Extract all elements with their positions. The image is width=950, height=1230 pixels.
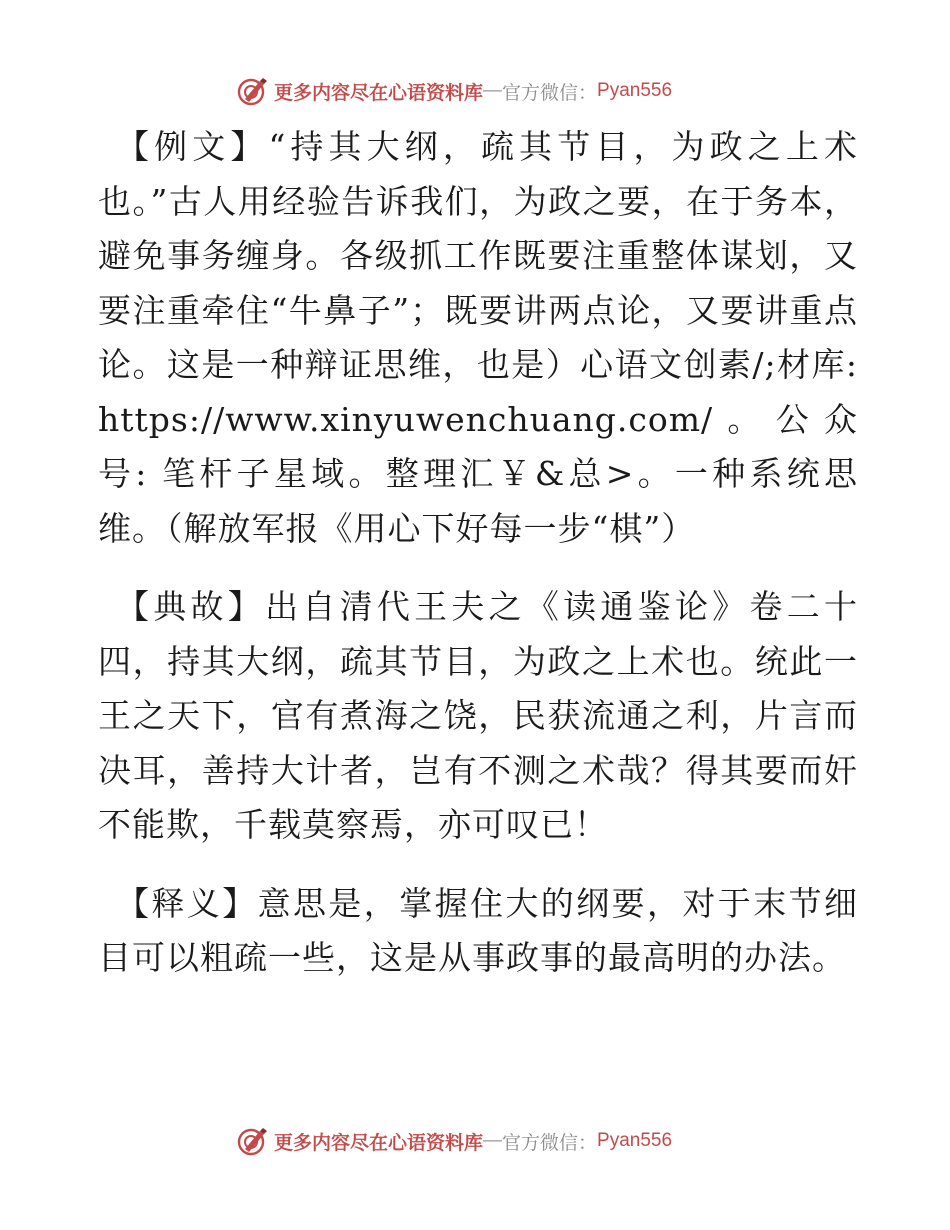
watermark-dash: —: [483, 80, 503, 101]
paragraph-text: 出自清代王夫之《读通鉴论》卷二十四，持其大纲，疏其节目，为政之上术也。统此一王之天下，官有煮海之饶，民获流通之利，片言而决耳，善持大计者，岂有不测之术哉？得其要而奸不能欺，千载莫察焉，亦可叹已！: [98, 587, 859, 844]
paragraph-example: [98, 120, 858, 556]
watermark-brand-text: 更多内容尽在心语资料库: [274, 1131, 484, 1154]
watermark-contact-id: Pyan556: [597, 80, 673, 101]
paragraph-interpretation: [98, 877, 858, 986]
document-body: [98, 120, 858, 1010]
footer-watermark: [236, 1124, 672, 1158]
brand-logo-icon: [236, 75, 268, 107]
watermark-brand-text: 更多内容尽在心语资料库: [274, 81, 484, 104]
paragraph-text: “持其大纲，疏其节目，为政之上术也。”古人用经验告诉我们，为政之要，在于务本，避免事务缠身。各级抓工作既要注重整体谋划，又要注重牵住“牛鼻子”；既要讲两点论，又要讲重点论。这是一种辩证思维，也是）心语文创素/;材库: https://www.xinyuwenchuang.com/。公众号: 笔杆子星域。整理汇￥&总>。一种系统思维。（解放军报《用心下好每一步“棋”）: [98, 127, 859, 548]
watermark-contact-label: 官方微信：: [502, 81, 598, 104]
header-watermark: [236, 74, 672, 108]
watermark-dash: —: [483, 1130, 503, 1151]
watermark-contact-id: Pyan556: [597, 1130, 673, 1151]
paragraph-tag: 【例文】: [116, 127, 269, 166]
paragraph-text: 意思是，掌握住大的纲要，对于末节细目可以粗疏一些，这是从事政事的最高明的办法。: [98, 883, 859, 977]
paragraph-allusion: [98, 580, 858, 853]
paragraph-tag: 【释义】: [116, 883, 258, 923]
watermark-contact-label: 官方微信：: [502, 1131, 598, 1154]
brand-logo-icon: [236, 1125, 268, 1157]
paragraph-tag: 【典故】: [116, 587, 266, 626]
